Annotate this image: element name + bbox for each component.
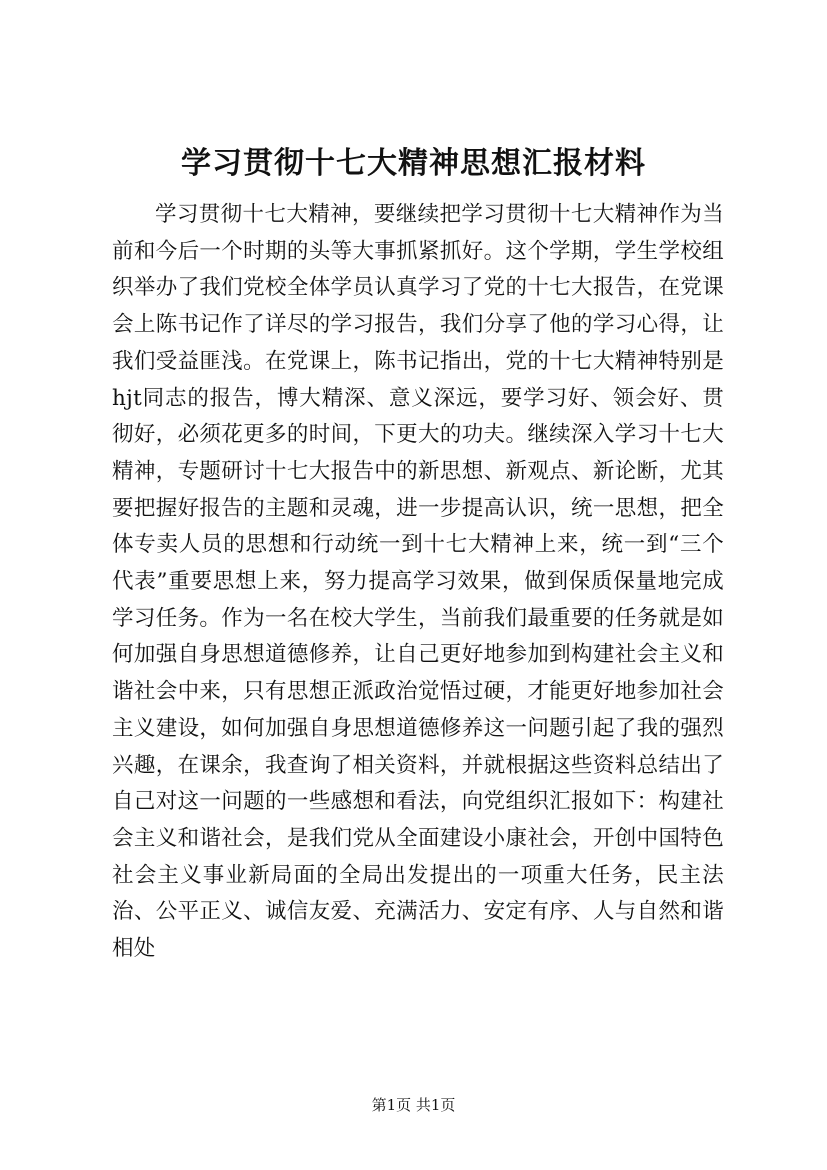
page-footer: 第1页 共1页 [371,1096,456,1114]
body-paragraph: 学习贯彻十七大精神，要继续把学习贯彻十七大精神作为当前和今后一个时期的头等大事抓紧抓好。这个学期，学生学校组织举办了我们党校全体学员认真学习了党的十七大报告，在党课会上陈书记作了详尽的学习报告，我们分享了他的学习心得，让我们受益匪浅。在党课上，陈书记指出，党的十七大精神特别是hjt同志的报告，博大精深、意义深远，要学习好、领会好、贯彻好，必须花更多的时间，下更大的功夫。继续深入学习十七大精神，专题研讨十七大报告中的新思想、新观点、新论断，尤其要把握好报告的主题和灵魂，进一步提高认识，统一思想，把全体专卖人员的思想和行动统一到十七大精神上来，统一到“三个代表”重要思想上来，努力提高学习效果，做到保质保量地完成学习任务。作为一名在校大学生，当前我们最重要的任务就是如何加强自身思想道德修养，让自己更好地参加到构建社会主义和谐社会中来，只有思想正派政治觉悟过硬，才能更好地参加社会主义建设，如何加强自身思想道德修养这一问题引起了我的强烈兴趣，在课余，我查询了相关资料，并就根据这些资料总结出了自己对这一问题的一些感想和看法，向党组织汇报如下：构建社会主义和谐社会，是我们党从全面建设小康社会，开创中国特色社会主义事业新局面的全局出发提出的一项重大任务，民主法治、公平正义、诚信友爱、充满活力、安定有序、人与自然和谐相处 [112,202,724,962]
document-title: 学习贯彻十七大精神思想汇报材料 [181,146,646,181]
